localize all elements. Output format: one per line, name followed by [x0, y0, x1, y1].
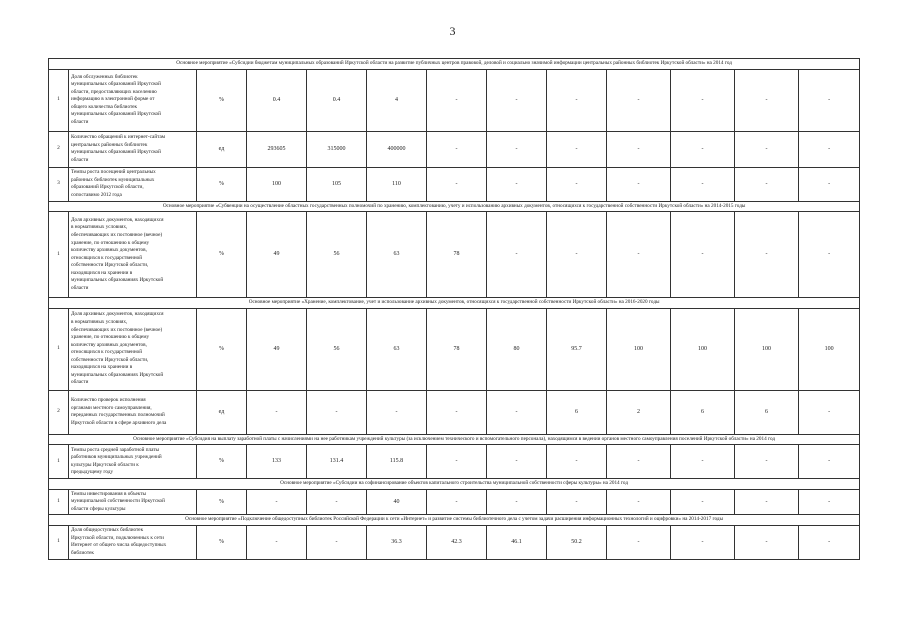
- value-cell: -: [671, 167, 735, 201]
- value-cell: 49: [247, 308, 307, 390]
- section-title: Основное мероприятие «Подключение общедоступных библиотек Российской Федерации к сети «Интернет» и развитие системы библиотечного дела с учетом задачи расширения информационных технологий и оцифровки» на 2014-2017 годы: [49, 515, 860, 526]
- table-row: [49, 445, 860, 479]
- value-cell: -: [547, 445, 607, 479]
- section-title: Основное мероприятие «Субсидии на софинансирование объектов капитального строительства муниципальной собственности сферы культуры» на 2014 год: [49, 479, 860, 490]
- row-number: 1: [49, 525, 69, 559]
- value-cell: 36.3: [367, 525, 427, 559]
- value-cell: 50.2: [547, 525, 607, 559]
- value-cell: 100: [247, 167, 307, 201]
- value-cell: -: [487, 390, 547, 434]
- indicator-cell: [69, 445, 197, 479]
- value-cell: -: [547, 489, 607, 515]
- value-cell: 80: [487, 308, 547, 390]
- value-cell: -: [247, 489, 307, 515]
- value-cell: -: [547, 212, 607, 298]
- value-cell: 63: [367, 212, 427, 298]
- value-cell: -: [427, 131, 487, 167]
- indicator-name: Доля архивных документов, находящихся в нормативных условиях, обеспечивающих их постоянное (вечное) хранение, по отношению к общему количеству архивных документов, относящихся к государственной собственности Иркутской области, находящихся на хранении в муниципальных образованиях Иркутской области: [71, 311, 164, 386]
- value-cell: -: [487, 167, 547, 201]
- value-cell: -: [799, 489, 860, 515]
- value-cell: -: [671, 445, 735, 479]
- indicator-cell: [69, 69, 197, 131]
- unit-cell: %: [197, 167, 247, 201]
- value-cell: 6: [671, 390, 735, 434]
- value-cell: 49: [247, 212, 307, 298]
- value-cell: -: [427, 167, 487, 201]
- value-cell: 105: [307, 167, 367, 201]
- value-cell: 78: [427, 212, 487, 298]
- section-header-row: [49, 515, 860, 526]
- value-cell: 293605: [247, 131, 307, 167]
- indicator-name: Темпы роста посещений центральных районных библиотек муниципальных образований Иркутской области, сопоставимо 2012 года: [71, 168, 156, 198]
- value-cell: 4: [367, 69, 427, 131]
- indicator-cell: [69, 390, 197, 434]
- row-number: 3: [49, 167, 69, 201]
- value-cell: 63: [367, 308, 427, 390]
- value-cell: -: [487, 489, 547, 515]
- value-cell: -: [735, 69, 799, 131]
- indicator-cell: [69, 308, 197, 390]
- value-cell: -: [735, 131, 799, 167]
- value-cell: -: [799, 525, 860, 559]
- value-cell: 2: [607, 390, 671, 434]
- indicator-name: Доля общедоступных библиотек Иркутской области, подключенных к сети Интернет от общего числа общедоступных библиотек: [71, 527, 167, 556]
- value-cell: 133: [247, 445, 307, 479]
- value-cell: -: [607, 445, 671, 479]
- unit-cell: %: [197, 489, 247, 515]
- value-cell: -: [487, 445, 547, 479]
- value-cell: -: [547, 69, 607, 131]
- value-cell: -: [427, 489, 487, 515]
- value-cell: -: [671, 525, 735, 559]
- value-cell: 46.1: [487, 525, 547, 559]
- value-cell: 6: [547, 390, 607, 434]
- value-cell: -: [427, 390, 487, 434]
- value-cell: 100: [799, 308, 860, 390]
- value-cell: -: [427, 69, 487, 131]
- value-cell: -: [735, 212, 799, 298]
- value-cell: -: [607, 69, 671, 131]
- row-number: 1: [49, 308, 69, 390]
- value-cell: 110: [367, 167, 427, 201]
- unit-cell: ед: [197, 390, 247, 434]
- value-cell: -: [247, 525, 307, 559]
- value-cell: 100: [735, 308, 799, 390]
- indicator-cell: [69, 489, 197, 515]
- table-row: [49, 131, 860, 167]
- row-number: 2: [49, 390, 69, 434]
- value-cell: 315000: [307, 131, 367, 167]
- value-cell: -: [671, 212, 735, 298]
- value-cell: 115.8: [367, 445, 427, 479]
- table-row: [49, 167, 860, 201]
- value-cell: -: [799, 390, 860, 434]
- value-cell: -: [671, 69, 735, 131]
- value-cell: -: [607, 131, 671, 167]
- value-cell: -: [799, 212, 860, 298]
- value-cell: -: [487, 69, 547, 131]
- table-row: [49, 69, 860, 131]
- indicator-name: Темпы инвестирования в объекты муниципальной собственности Иркутской области сферы культуры: [71, 490, 165, 512]
- section-header-row: [49, 479, 860, 490]
- value-cell: -: [607, 489, 671, 515]
- value-cell: -: [307, 489, 367, 515]
- value-cell: -: [671, 489, 735, 515]
- section-header-row: [49, 434, 860, 445]
- unit-cell: %: [197, 308, 247, 390]
- indicator-name: Темпы роста средней заработной платы работников муниципальных учреждений культуры Иркутской области к предыдущему году: [71, 446, 162, 476]
- value-cell: -: [427, 445, 487, 479]
- value-cell: 100: [607, 308, 671, 390]
- value-cell: 78: [427, 308, 487, 390]
- table-row: [49, 308, 860, 390]
- section-title: Основное мероприятие «Субсидии бюджетам муниципальных образований Иркутской области на развитие публичных центров правовой, деловой и социально значимой информации центральных районных библиотек Иркутской области» на 2014 год: [49, 59, 860, 70]
- unit-cell: %: [197, 212, 247, 298]
- page-number: 3: [449, 24, 456, 38]
- indicator-name: Количество обращений к интернет-сайтам центральных районных библиотек муниципальных образований Иркутской области: [71, 133, 166, 163]
- value-cell: -: [671, 131, 735, 167]
- value-cell: 56: [307, 212, 367, 298]
- value-cell: -: [607, 212, 671, 298]
- value-cell: 131.4: [307, 445, 367, 479]
- table-row: [49, 390, 860, 434]
- value-cell: -: [799, 131, 860, 167]
- value-cell: -: [547, 167, 607, 201]
- value-cell: 95.7: [547, 308, 607, 390]
- value-cell: 0.4: [247, 69, 307, 131]
- table-row: [49, 489, 860, 515]
- section-header-row: [49, 59, 860, 70]
- value-cell: -: [367, 390, 427, 434]
- indicator-cell: [69, 131, 197, 167]
- table-row: [49, 212, 860, 298]
- value-cell: -: [735, 489, 799, 515]
- value-cell: -: [547, 131, 607, 167]
- value-cell: 56: [307, 308, 367, 390]
- value-cell: -: [799, 445, 860, 479]
- row-number: 1: [49, 69, 69, 131]
- value-cell: -: [487, 212, 547, 298]
- indicator-name: Количество проверок исполнения органами местного самоуправления, переданных государственных полномочий Иркутской области в сфере архивного дела: [71, 397, 167, 426]
- value-cell: 42.3: [427, 525, 487, 559]
- value-cell: -: [247, 390, 307, 434]
- row-number: 2: [49, 131, 69, 167]
- value-cell: -: [735, 167, 799, 201]
- value-cell: 40: [367, 489, 427, 515]
- section-header-row: [49, 201, 860, 212]
- unit-cell: ед: [197, 131, 247, 167]
- indicator-name: Доля архивных документов, находящихся в нормативных условиях, обеспечивающих их постоянное (вечное) хранение, по отношению к общему количеству архивных документов, относящихся к государственной собственности Иркутской области, находящихся на хранении в муниципальных образованиях Иркутской области: [71, 216, 164, 291]
- unit-cell: %: [197, 525, 247, 559]
- value-cell: -: [607, 167, 671, 201]
- value-cell: 100: [671, 308, 735, 390]
- row-number: 1: [49, 445, 69, 479]
- section-title: Основное мероприятие «Субсидия на выплату заработной платы с начислениями на нее работникам учреждений культуры (за исключением технического и вспомогательного персонала), находящимся в ведении органов местного самоуправления поселений Иркутской области» на 2014 год: [49, 434, 860, 445]
- indicator-name: Доля обслуженных библиотек муниципальных образований Иркутской области, предоставляющих населению информацию в электронной форме от общего количества библиотек муниципальных образований Иркутской области: [71, 73, 161, 125]
- section-header-row: [49, 298, 860, 309]
- table-row: [49, 525, 860, 559]
- value-cell: -: [735, 445, 799, 479]
- indicator-cell: [69, 212, 197, 298]
- value-cell: -: [487, 131, 547, 167]
- value-cell: -: [307, 525, 367, 559]
- row-number: 1: [49, 212, 69, 298]
- section-title: Основное мероприятие «Субвенции на осуществление областных государственных полномочий по хранению, комплектованию, учету и использованию архивных документов, относящихся к государственной собственности Иркутской области» на 2014-2015 годы: [49, 201, 860, 212]
- value-cell: -: [735, 525, 799, 559]
- value-cell: 0.4: [307, 69, 367, 131]
- value-cell: -: [799, 167, 860, 201]
- indicator-cell: [69, 525, 197, 559]
- row-number: 1: [49, 489, 69, 515]
- value-cell: -: [799, 69, 860, 131]
- indicator-cell: [69, 167, 197, 201]
- indicators-table: [48, 58, 860, 560]
- value-cell: -: [307, 390, 367, 434]
- unit-cell: %: [197, 69, 247, 131]
- value-cell: -: [607, 525, 671, 559]
- section-title: Основное мероприятие «Хранение, комплектование, учет и использование архивных документов, относящихся к государственной собственности Иркутской области» на 2016-2020 годы: [49, 298, 860, 309]
- value-cell: 400000: [367, 131, 427, 167]
- unit-cell: %: [197, 445, 247, 479]
- value-cell: 6: [735, 390, 799, 434]
